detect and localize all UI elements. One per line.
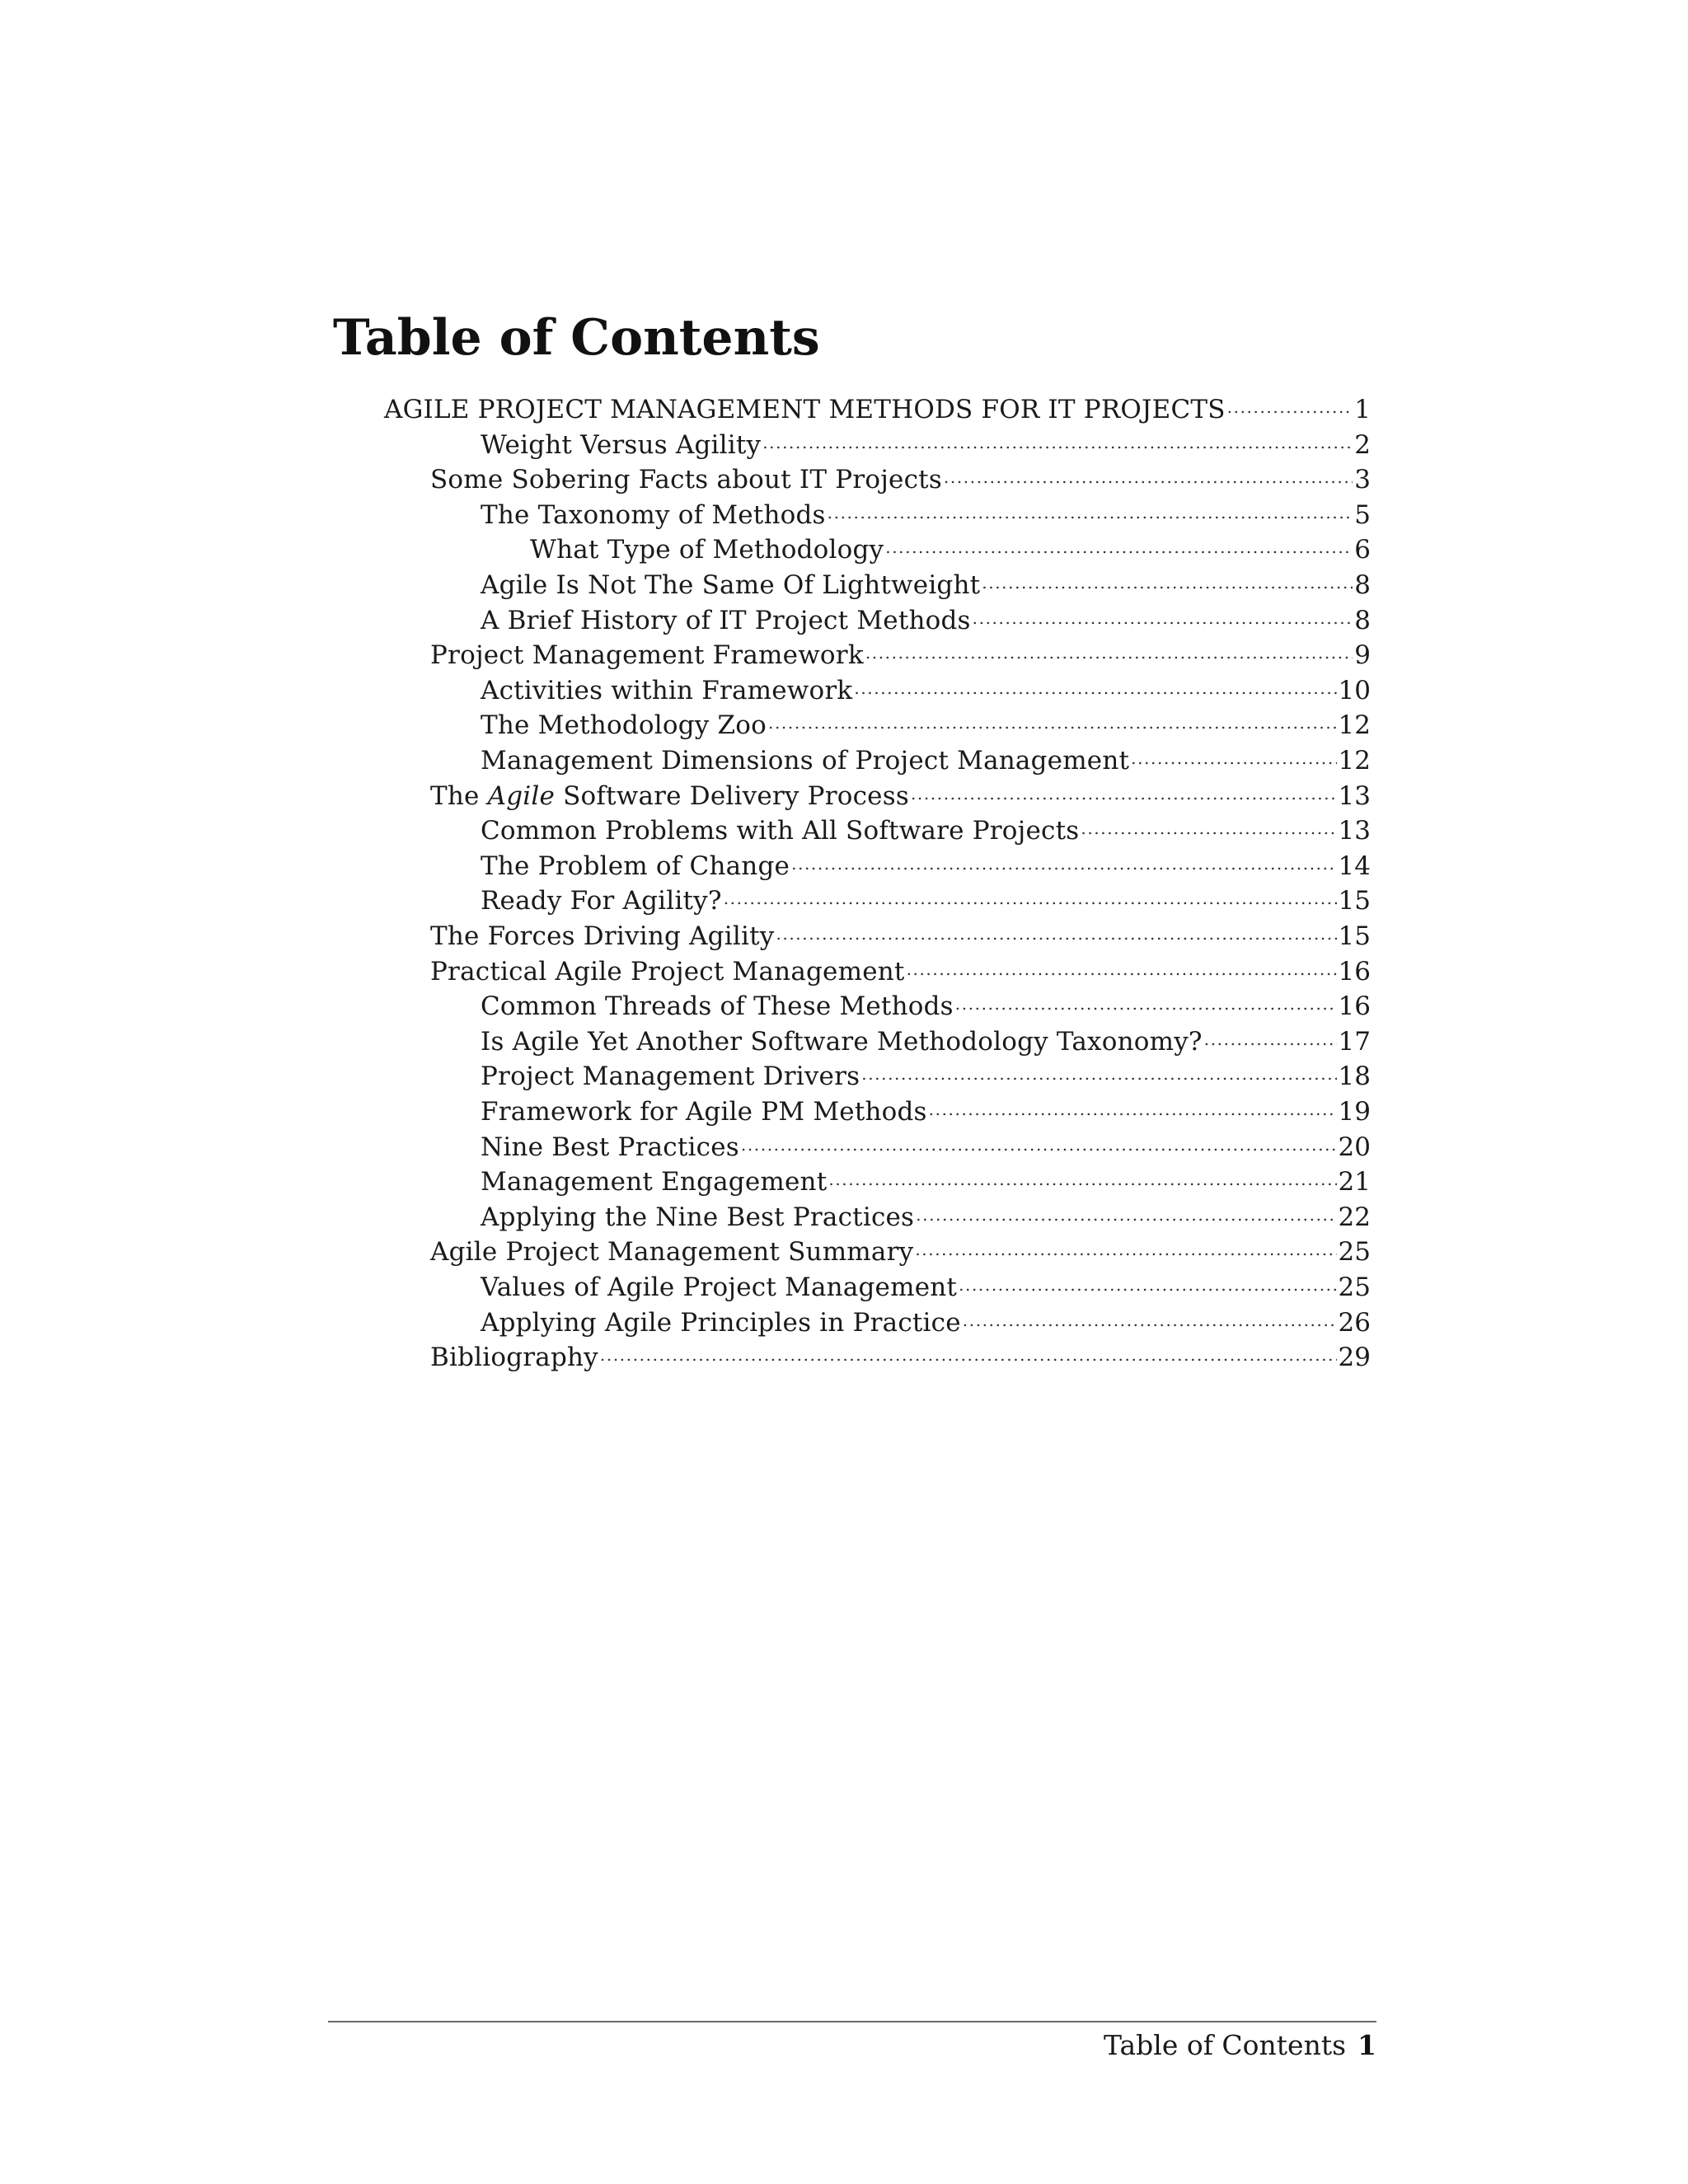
toc-entry[interactable] <box>481 603 1371 638</box>
toc-entry-title: Management Engagement <box>481 1167 828 1197</box>
toc-entry-title: Management Dimensions of Project Management <box>481 746 1130 776</box>
toc-entry[interactable] <box>481 1270 1371 1305</box>
dot-leader <box>944 462 1353 497</box>
dot-leader <box>776 919 1336 954</box>
toc-entry[interactable] <box>481 883 1371 918</box>
toc-entry-page-number: 1 <box>1354 395 1371 424</box>
footer-label: Table of Contents <box>1104 2028 1347 2061</box>
dot-leader <box>741 1130 1337 1165</box>
toc-entry-title: Project Management Drivers <box>481 1062 860 1091</box>
toc-entry-title <box>430 779 909 813</box>
toc-entry-title: A Brief History of IT Project Methods <box>481 606 971 635</box>
dot-leader <box>1081 813 1336 848</box>
toc-entry-title: AGILE PROJECT MANAGEMENT METHODS FOR IT PROJECTS <box>384 395 1226 424</box>
toc-entry[interactable] <box>384 392 1371 427</box>
toc-entry-page-number: 8 <box>1354 606 1371 635</box>
toc-entry-title: The Methodology Zoo <box>481 710 767 740</box>
toc-entry[interactable] <box>481 673 1371 708</box>
toc-entry-page-number: 14 <box>1338 851 1371 881</box>
toc-entry-page-number: 6 <box>1354 535 1371 565</box>
dot-leader <box>854 673 1336 708</box>
dot-leader <box>1204 1024 1337 1059</box>
toc-entry-page-number: 13 <box>1338 781 1371 811</box>
toc-entry-page-number: 13 <box>1338 816 1371 846</box>
toc-entry-title: Applying the Nine Best Practices <box>481 1202 915 1232</box>
dot-leader <box>959 1270 1336 1305</box>
toc-entry[interactable] <box>430 638 1371 673</box>
toc-entry-page-number: 12 <box>1338 710 1371 740</box>
toc-entry-title-prefix: The <box>430 781 488 811</box>
toc-entry[interactable] <box>430 1340 1371 1375</box>
toc-entry-page-number: 15 <box>1338 886 1371 916</box>
toc-entry-page-number: 29 <box>1338 1343 1371 1372</box>
dot-leader <box>762 428 1353 462</box>
toc-entry[interactable] <box>481 1024 1371 1059</box>
toc-entry-title: Some Sobering Facts about IT Projects <box>430 465 942 494</box>
toc-entry-title: The Problem of Change <box>481 851 790 881</box>
dot-leader <box>600 1340 1337 1375</box>
toc-entry-title: What Type of Methodology <box>530 535 884 565</box>
toc-entry-page-number: 15 <box>1338 921 1371 951</box>
dot-leader <box>1227 392 1353 427</box>
toc-entry[interactable] <box>430 919 1371 954</box>
toc-entry-page-number: 16 <box>1338 991 1371 1021</box>
toc-entry-title: Agile Project Management Summary <box>430 1237 914 1267</box>
toc-entry-title-suffix: Software Delivery Process <box>555 781 909 811</box>
toc-entry[interactable] <box>481 1094 1371 1129</box>
dot-leader <box>724 883 1337 918</box>
dot-leader <box>929 1094 1337 1129</box>
toc-entry[interactable] <box>481 1305 1371 1340</box>
dot-leader <box>982 568 1353 602</box>
toc-entry-title: Practical Agile Project Management <box>430 957 905 987</box>
toc-entry[interactable] <box>481 743 1371 778</box>
toc-entry[interactable] <box>481 428 1371 462</box>
toc-entry[interactable] <box>430 1235 1371 1269</box>
toc-entry-page-number: 25 <box>1338 1237 1371 1267</box>
dot-leader <box>916 1200 1336 1235</box>
toc-entry-title: Agile Is Not The Same Of Lightweight <box>481 570 981 600</box>
toc-entry-title: Activities within Framework <box>481 676 853 705</box>
toc-entry-title: Common Threads of These Methods <box>481 991 954 1021</box>
toc-entry[interactable] <box>481 1130 1371 1165</box>
dot-leader <box>915 1235 1336 1269</box>
toc-entry-page-number: 19 <box>1338 1097 1371 1127</box>
toc-entry[interactable] <box>481 813 1371 848</box>
page-title: Table of Contents <box>333 309 820 367</box>
toc-entry-title: Bibliography <box>430 1343 598 1372</box>
page-footer <box>1104 2024 1376 2065</box>
toc-entry-page-number: 16 <box>1338 957 1371 987</box>
toc-entry-page-number: 21 <box>1338 1167 1371 1197</box>
dot-leader <box>963 1305 1337 1340</box>
toc-entry[interactable] <box>430 954 1371 989</box>
toc-entry-title: Project Management Framework <box>430 640 864 670</box>
toc-entry-page-number: 12 <box>1338 746 1371 776</box>
toc-entry[interactable] <box>430 779 1371 813</box>
toc-entry-title-italic: Agile <box>487 781 556 811</box>
toc-entry[interactable] <box>430 462 1371 497</box>
toc-entry-title: The Taxonomy of Methods <box>481 500 826 530</box>
dot-leader <box>911 779 1337 813</box>
toc-entry-page-number: 17 <box>1338 1027 1371 1057</box>
toc-entry-page-number: 8 <box>1354 570 1371 600</box>
dot-leader <box>973 603 1353 638</box>
toc-entry[interactable] <box>481 568 1371 602</box>
toc-entry-page-number: 9 <box>1354 640 1371 670</box>
dot-leader <box>768 708 1337 743</box>
dot-leader <box>1131 743 1336 778</box>
footer-rule <box>328 2021 1376 2022</box>
dot-leader <box>955 989 1337 1024</box>
toc-entry-title: Ready For Agility? <box>481 886 722 916</box>
toc-entry[interactable] <box>481 1059 1371 1094</box>
toc-entry[interactable] <box>481 989 1371 1024</box>
toc-entry-page-number: 22 <box>1338 1202 1371 1232</box>
toc-entry-page-number: 10 <box>1338 676 1371 705</box>
dot-leader <box>865 638 1353 673</box>
dot-leader <box>828 498 1353 532</box>
dot-leader <box>907 954 1337 989</box>
toc-entry[interactable] <box>481 1165 1371 1199</box>
toc-entry-page-number: 25 <box>1338 1272 1371 1302</box>
toc-entry-page-number: 3 <box>1354 465 1371 494</box>
toc-entry-title: Nine Best Practices <box>481 1132 739 1162</box>
toc-entry-page-number: 5 <box>1354 500 1371 530</box>
toc-entry-title: Applying Agile Principles in Practice <box>481 1308 961 1338</box>
toc-entry[interactable] <box>481 1200 1371 1235</box>
toc-entry[interactable] <box>481 849 1371 883</box>
toc-entry[interactable] <box>481 498 1371 532</box>
toc-entry[interactable] <box>481 708 1371 743</box>
toc-entry-title: Framework for Agile PM Methods <box>481 1097 927 1127</box>
footer-page-number: 1 <box>1357 2028 1376 2061</box>
toc-entry-page-number: 2 <box>1354 430 1371 460</box>
dot-leader <box>861 1059 1336 1094</box>
toc-entry-title: The Forces Driving Agility <box>430 921 775 951</box>
dot-leader <box>828 1165 1336 1199</box>
dot-leader <box>885 532 1353 567</box>
toc-entry[interactable] <box>530 532 1371 567</box>
toc-entry-title: Values of Agile Project Management <box>481 1272 958 1302</box>
toc-entry-page-number: 18 <box>1338 1062 1371 1091</box>
toc-entry-page-number: 20 <box>1338 1132 1371 1162</box>
toc-entry-title: Is Agile Yet Another Software Methodology Taxonomy? <box>481 1027 1203 1057</box>
dot-leader <box>791 849 1336 883</box>
toc-entry-title: Weight Versus Agility <box>481 430 762 460</box>
toc-entry-page-number: 26 <box>1338 1308 1371 1338</box>
toc-entry-title: Common Problems with All Software Projects <box>481 816 1080 846</box>
